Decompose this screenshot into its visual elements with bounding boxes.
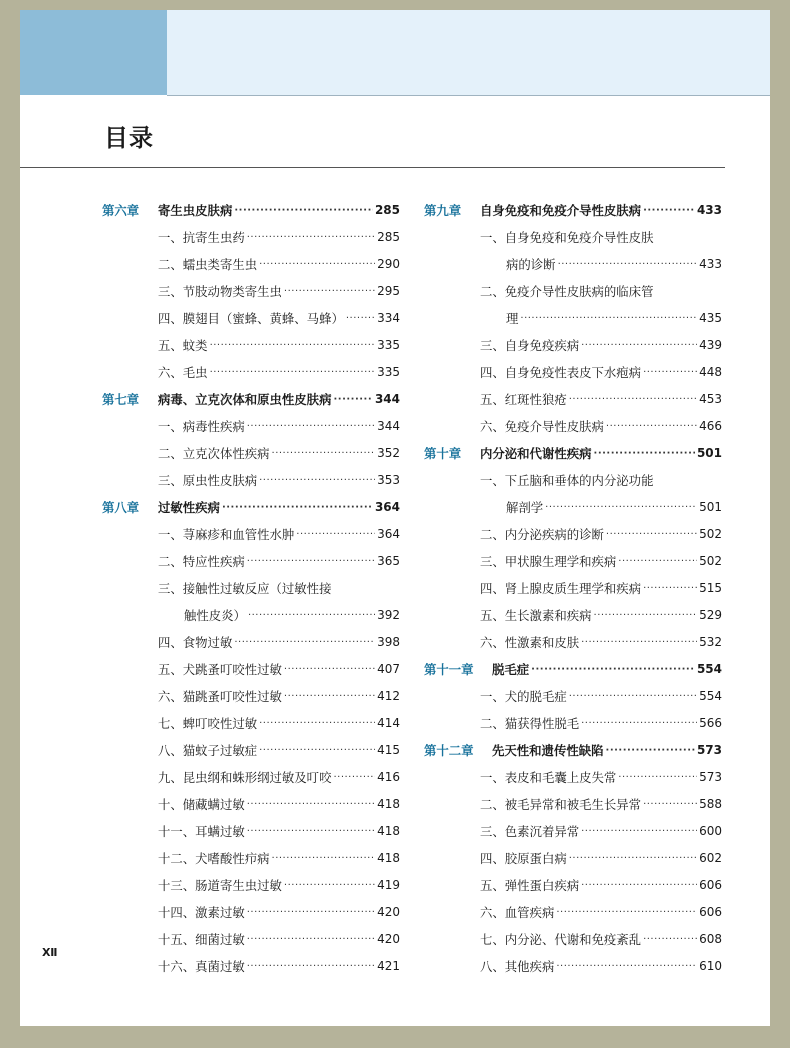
- dot-leader: [569, 683, 697, 710]
- toc-section-entry: [424, 845, 722, 872]
- toc-page-number: 501: [699, 500, 722, 514]
- toc-line: [492, 737, 722, 764]
- toc-chapter-entry: [424, 440, 722, 467]
- chapter-label: 第六章: [102, 203, 140, 218]
- toc-section-entry: [102, 656, 400, 683]
- toc-section-entry: [424, 926, 722, 953]
- toc-page-number: 420: [377, 932, 400, 946]
- toc-entry-title: 五、生长激素和疾病: [480, 608, 592, 623]
- chapter-label: 第十章: [424, 446, 462, 461]
- dot-leader: [247, 548, 375, 575]
- toc-entry-continuation: [424, 251, 722, 278]
- dot-leader: [643, 575, 697, 602]
- toc-line: [480, 953, 722, 980]
- dot-leader: [569, 845, 697, 872]
- toc-entry-title: 二、蠕虫类寄生虫: [158, 257, 258, 272]
- toc-page-number: 365: [377, 554, 400, 568]
- toc-line: [492, 656, 722, 683]
- toc-section-entry: [102, 224, 400, 251]
- toc-entry-title: 十四、激素过敏: [158, 905, 245, 920]
- toc-section-entry: [424, 953, 722, 980]
- toc-page-number: 418: [377, 851, 400, 865]
- dot-leader: [545, 494, 697, 521]
- toc-entry-title: 过敏性疾病: [158, 500, 220, 515]
- dot-leader: [531, 656, 695, 683]
- toc-line: [480, 926, 722, 953]
- toc-section-entry: [102, 953, 400, 980]
- toc-entry-title: 四、膜翅目（蜜蜂、黄蜂、马蜂）: [158, 311, 344, 326]
- toc-line: [480, 440, 722, 467]
- toc-page-number: 335: [377, 365, 400, 379]
- toc-page-number: 421: [377, 959, 400, 973]
- toc-entry-title: 十六、真菌过敏: [158, 959, 245, 974]
- toc-section-entry: [102, 791, 400, 818]
- dot-leader: [581, 818, 697, 845]
- toc-section-entry: [424, 872, 722, 899]
- dot-leader: [606, 737, 695, 764]
- toc-line: [480, 278, 722, 305]
- toc-line: [506, 305, 722, 332]
- header-color-block: [20, 10, 167, 95]
- toc-line: [480, 548, 722, 575]
- toc-section-entry: [424, 791, 722, 818]
- dot-leader: [643, 926, 697, 953]
- toc-page-number: 566: [699, 716, 722, 730]
- toc-page-number: 502: [699, 527, 722, 541]
- dot-leader: [333, 386, 372, 413]
- toc-entry-title: 七、内分泌、代谢和免疫紊乱: [480, 932, 642, 947]
- toc-page-number: 433: [696, 203, 722, 217]
- toc-line: [158, 710, 400, 737]
- dot-leader: [333, 764, 375, 791]
- toc-line: [480, 764, 722, 791]
- toc-line: [480, 845, 722, 872]
- toc-section-entry: [102, 467, 400, 494]
- toc-entry-title: 八、猫蚊子过敏症: [158, 743, 258, 758]
- toc-entry-title: 十五、细菌过敏: [158, 932, 245, 947]
- toc-section-entry: [424, 467, 722, 494]
- toc-entry-title: 二、内分泌疾病的诊断: [480, 527, 604, 542]
- dot-leader: [606, 413, 697, 440]
- toc-entry-title: 四、肾上腺皮质生理学和疾病: [480, 581, 642, 596]
- toc-page-number: 407: [377, 662, 400, 676]
- toc-line: [158, 656, 400, 683]
- toc-entry-title: 八、其他疾病: [480, 959, 555, 974]
- toc-page-number: 415: [377, 743, 400, 757]
- toc-page-number: 334: [377, 311, 400, 325]
- toc-page-number: 285: [374, 203, 400, 217]
- toc-entry-title: 触性皮炎）: [184, 608, 246, 623]
- dot-leader: [248, 602, 375, 629]
- header-band: [167, 10, 770, 96]
- toc-page-number: 610: [699, 959, 722, 973]
- toc-page-number: 439: [699, 338, 722, 352]
- toc-section-entry: [102, 521, 400, 548]
- toc-line: [158, 899, 400, 926]
- toc-entry-title: 一、表皮和毛囊上皮失常: [480, 770, 617, 785]
- toc-page-number: 608: [699, 932, 722, 946]
- toc-line: [158, 413, 400, 440]
- toc-page-number: 529: [699, 608, 722, 622]
- toc-line: [158, 494, 400, 521]
- dot-leader: [581, 710, 697, 737]
- toc-entry-title: 三、色素沉着异常: [480, 824, 580, 839]
- toc-entry-title: 四、食物过敏: [158, 635, 233, 650]
- chapter-label: 第十一章: [424, 662, 474, 677]
- toc-section-entry: [102, 575, 400, 602]
- toc-line: [480, 467, 722, 494]
- toc-page-number: 295: [377, 284, 400, 298]
- dot-leader: [643, 791, 697, 818]
- toc-entry-title: 三、节肢动物类寄生虫: [158, 284, 282, 299]
- dot-leader: [643, 359, 697, 386]
- toc-line: [480, 602, 722, 629]
- toc-page-number: 364: [374, 500, 400, 514]
- toc-entry-title: 一、病毒性疾病: [158, 419, 245, 434]
- toc-line: [158, 359, 400, 386]
- toc-line: [158, 845, 400, 872]
- dot-leader: [210, 359, 376, 386]
- toc-page-number: 588: [699, 797, 722, 811]
- toc-section-entry: [102, 683, 400, 710]
- dot-leader: [247, 413, 375, 440]
- toc-entry-title: 解剖学: [506, 500, 544, 515]
- toc-page-number: 554: [696, 662, 722, 676]
- toc-entry-title: 三、接触性过敏反应（过敏性接: [158, 581, 332, 596]
- toc-page-number: 602: [699, 851, 722, 865]
- toc-line: [184, 602, 400, 629]
- dot-leader: [259, 467, 375, 494]
- toc-entry-title: 二、免疫介导性皮肤病的临床管: [480, 284, 654, 299]
- toc-left-column: [102, 197, 400, 980]
- toc-line: [480, 818, 722, 845]
- toc-page-number: 352: [377, 446, 400, 460]
- toc-section-entry: [102, 710, 400, 737]
- toc-page-number: 606: [699, 905, 722, 919]
- toc-page-number: 433: [699, 257, 722, 271]
- dot-leader: [569, 386, 697, 413]
- toc-chapter-entry: [424, 197, 722, 224]
- toc-page-number: 344: [377, 419, 400, 433]
- toc-line: [158, 872, 400, 899]
- toc-line: [158, 440, 400, 467]
- dot-leader: [247, 818, 375, 845]
- dot-leader: [558, 251, 698, 278]
- toc-line: [480, 683, 722, 710]
- dot-leader: [606, 521, 697, 548]
- toc-entry-continuation: [424, 305, 722, 332]
- toc-entry-title: 四、胶原蛋白病: [480, 851, 567, 866]
- toc-line: [158, 818, 400, 845]
- toc-line: [158, 467, 400, 494]
- dot-leader: [222, 494, 373, 521]
- toc-page-number: 353: [377, 473, 400, 487]
- dot-leader: [247, 953, 375, 980]
- toc-line: [480, 386, 722, 413]
- dot-leader: [296, 521, 375, 548]
- toc-entry-title: 九、昆虫纲和蛛形纲过敏及叮咬: [158, 770, 332, 785]
- toc-entry-title: 六、毛虫: [158, 365, 208, 380]
- toc-line: [158, 737, 400, 764]
- dot-leader: [259, 737, 375, 764]
- toc-entry-title: 五、犬跳蚤叮咬性过敏: [158, 662, 282, 677]
- dot-leader: [618, 764, 697, 791]
- toc-line: [158, 926, 400, 953]
- toc-section-entry: [102, 818, 400, 845]
- toc-line: [480, 332, 722, 359]
- toc-entry-title: 七、蜱叮咬性过敏: [158, 716, 258, 731]
- toc-section-entry: [102, 737, 400, 764]
- page-title: 目录: [104, 124, 154, 152]
- dot-leader: [259, 251, 375, 278]
- chapter-label: 第九章: [424, 203, 462, 218]
- toc-section-entry: [424, 764, 722, 791]
- toc-entry-title: 五、蚊类: [158, 338, 208, 353]
- toc-section-entry: [102, 926, 400, 953]
- dot-leader: [234, 629, 375, 656]
- toc-page-number: 420: [377, 905, 400, 919]
- toc-section-entry: [424, 359, 722, 386]
- toc-section-entry: [102, 305, 400, 332]
- toc-line: [506, 251, 722, 278]
- toc-line: [158, 575, 400, 602]
- toc-section-entry: [102, 764, 400, 791]
- chapter-label: 第十二章: [424, 743, 474, 758]
- dot-leader: [284, 683, 375, 710]
- toc-line: [158, 683, 400, 710]
- toc-entry-title: 二、被毛异常和被毛生长异常: [480, 797, 642, 812]
- toc-line: [158, 224, 400, 251]
- dot-leader: [259, 710, 375, 737]
- toc-line: [480, 521, 722, 548]
- toc-entry-title: 六、性激素和皮肤: [480, 635, 580, 650]
- dot-leader: [581, 872, 697, 899]
- toc-line: [158, 629, 400, 656]
- toc-entry-title: 一、抗寄生虫药: [158, 230, 245, 245]
- dot-leader: [272, 845, 376, 872]
- toc-entry-title: 六、免疫介导性皮肤病: [480, 419, 604, 434]
- toc-section-entry: [102, 332, 400, 359]
- dot-leader: [284, 656, 375, 683]
- toc-line: [158, 305, 400, 332]
- toc-entry-title: 六、猫跳蚤叮咬性过敏: [158, 689, 282, 704]
- toc-page-number: 335: [377, 338, 400, 352]
- toc-section-entry: [424, 899, 722, 926]
- toc-page-number: 448: [699, 365, 722, 379]
- toc-entry-title: 五、红斑性狼疮: [480, 392, 567, 407]
- title-divider: [20, 167, 725, 168]
- toc-line: [158, 197, 400, 224]
- toc-page-number: 515: [699, 581, 722, 595]
- toc-page-number: 285: [377, 230, 400, 244]
- toc-page-number: 418: [377, 824, 400, 838]
- toc-entry-title: 五、弹性蛋白疾病: [480, 878, 580, 893]
- dot-leader: [643, 197, 695, 224]
- toc-chapter-entry: [102, 494, 400, 521]
- toc-entry-title: 三、自身免疫疾病: [480, 338, 580, 353]
- toc-page-number: 344: [374, 392, 400, 406]
- toc-section-entry: [102, 872, 400, 899]
- toc-page-number: 392: [377, 608, 400, 622]
- dot-leader: [346, 305, 375, 332]
- toc-chapter-entry: [424, 737, 722, 764]
- toc-entry-title: 十二、犬嗜酸性疖病: [158, 851, 270, 866]
- toc-section-entry: [102, 413, 400, 440]
- toc-entry-title: 二、猫获得性脱毛: [480, 716, 580, 731]
- toc-section-entry: [102, 899, 400, 926]
- toc-entry-title: 脱毛症: [492, 662, 530, 677]
- toc-entry-title: 病毒、立克次体和原虫性皮肤病: [158, 392, 332, 407]
- page-number: Ⅻ: [42, 946, 58, 959]
- toc-entry-title: 十、储藏螨过敏: [158, 797, 245, 812]
- toc-page-number: 606: [699, 878, 722, 892]
- toc-line: [480, 197, 722, 224]
- document-page: [20, 10, 770, 1026]
- toc-page-number: 573: [696, 743, 722, 757]
- dot-leader: [284, 872, 375, 899]
- toc-entry-title: 三、原虫性皮肤病: [158, 473, 258, 488]
- toc-line: [158, 332, 400, 359]
- dot-leader: [556, 953, 697, 980]
- toc-line: [480, 359, 722, 386]
- toc-section-entry: [424, 278, 722, 305]
- toc-right-column: [424, 197, 722, 980]
- toc-entry-title: 内分泌和代谢性疾病: [480, 446, 592, 461]
- toc-section-entry: [102, 548, 400, 575]
- toc-page-number: 364: [377, 527, 400, 541]
- toc-page-number: 501: [696, 446, 722, 460]
- toc-entry-title: 六、血管疾病: [480, 905, 555, 920]
- toc-line: [158, 548, 400, 575]
- toc-section-entry: [102, 359, 400, 386]
- toc-section-entry: [424, 386, 722, 413]
- toc-entry-title: 理: [506, 311, 519, 326]
- toc-page-number: 554: [699, 689, 722, 703]
- toc-entry-title: 十三、肠道寄生虫过敏: [158, 878, 282, 893]
- toc-entry-title: 二、特应性疾病: [158, 554, 245, 569]
- toc-page-number: 600: [699, 824, 722, 838]
- toc-entry-title: 一、犬的脱毛症: [480, 689, 567, 704]
- toc-entry-title: 三、甲状腺生理学和疾病: [480, 554, 617, 569]
- dot-leader: [247, 224, 375, 251]
- toc-chapter-entry: [424, 656, 722, 683]
- toc-section-entry: [424, 683, 722, 710]
- dot-leader: [581, 629, 697, 656]
- toc-line: [480, 629, 722, 656]
- toc-page-number: 418: [377, 797, 400, 811]
- toc-page-number: 412: [377, 689, 400, 703]
- toc-page-number: 532: [699, 635, 722, 649]
- toc-entry-title: 寄生虫皮肤病: [158, 203, 233, 218]
- toc-page-number: 414: [377, 716, 400, 730]
- toc-page-number: 419: [377, 878, 400, 892]
- toc-line: [480, 575, 722, 602]
- toc-page-number: 435: [699, 311, 722, 325]
- toc-page-number: 573: [699, 770, 722, 784]
- toc-section-entry: [424, 602, 722, 629]
- toc-section-entry: [424, 548, 722, 575]
- toc-line: [158, 953, 400, 980]
- toc-entry-continuation: [424, 494, 722, 521]
- toc-page-number: 466: [699, 419, 722, 433]
- toc-section-entry: [424, 710, 722, 737]
- toc-section-entry: [102, 251, 400, 278]
- dot-leader: [618, 548, 697, 575]
- toc-entry-title: 十一、耳螨过敏: [158, 824, 245, 839]
- toc-section-entry: [424, 224, 722, 251]
- toc-section-entry: [424, 521, 722, 548]
- toc-line: [480, 872, 722, 899]
- dot-leader: [594, 440, 695, 467]
- toc-section-entry: [424, 575, 722, 602]
- toc-entry-title: 四、自身免疫性表皮下水疱病: [480, 365, 642, 380]
- toc-page-number: 290: [377, 257, 400, 271]
- toc-entry-title: 一、自身免疫和免疫介导性皮肤: [480, 230, 654, 245]
- toc-line: [158, 251, 400, 278]
- toc-section-entry: [424, 413, 722, 440]
- dot-leader: [247, 899, 375, 926]
- dot-leader: [247, 791, 375, 818]
- toc-entry-title: 二、立克次体性疾病: [158, 446, 270, 461]
- toc-line: [480, 224, 722, 251]
- toc-line: [480, 791, 722, 818]
- toc-entry-title: 先天性和遗传性缺陷: [492, 743, 604, 758]
- chapter-label: 第七章: [102, 392, 140, 407]
- dot-leader: [247, 926, 375, 953]
- toc-line: [480, 413, 722, 440]
- toc-section-entry: [424, 332, 722, 359]
- dot-leader: [581, 332, 697, 359]
- dot-leader: [272, 440, 376, 467]
- toc-entry-title: 病的诊断: [506, 257, 556, 272]
- toc-page-number: 398: [377, 635, 400, 649]
- toc-chapter-entry: [102, 386, 400, 413]
- toc-line: [506, 494, 722, 521]
- toc-page-number: 416: [377, 770, 400, 784]
- toc-entry-title: 一、下丘脑和垂体的内分泌功能: [480, 473, 654, 488]
- toc-line: [480, 899, 722, 926]
- toc-section-entry: [102, 278, 400, 305]
- toc-line: [158, 278, 400, 305]
- toc-line: [158, 521, 400, 548]
- dot-leader: [594, 602, 698, 629]
- toc-line: [158, 764, 400, 791]
- toc-line: [158, 386, 400, 413]
- toc-entry-continuation: [102, 602, 400, 629]
- dot-leader: [284, 278, 375, 305]
- dot-leader: [234, 197, 373, 224]
- toc-line: [480, 710, 722, 737]
- toc-section-entry: [102, 629, 400, 656]
- dot-leader: [210, 332, 376, 359]
- toc-chapter-entry: [102, 197, 400, 224]
- dot-leader: [556, 899, 697, 926]
- toc-page-number: 453: [699, 392, 722, 406]
- toc-entry-title: 一、荨麻疹和血管性水肿: [158, 527, 295, 542]
- toc-entry-title: 自身免疫和免疫介导性皮肤病: [480, 203, 642, 218]
- dot-leader: [520, 305, 697, 332]
- chapter-label: 第八章: [102, 500, 140, 515]
- toc-line: [158, 791, 400, 818]
- toc-section-entry: [102, 440, 400, 467]
- toc-section-entry: [424, 629, 722, 656]
- toc-section-entry: [424, 818, 722, 845]
- toc-section-entry: [102, 845, 400, 872]
- toc-page-number: 502: [699, 554, 722, 568]
